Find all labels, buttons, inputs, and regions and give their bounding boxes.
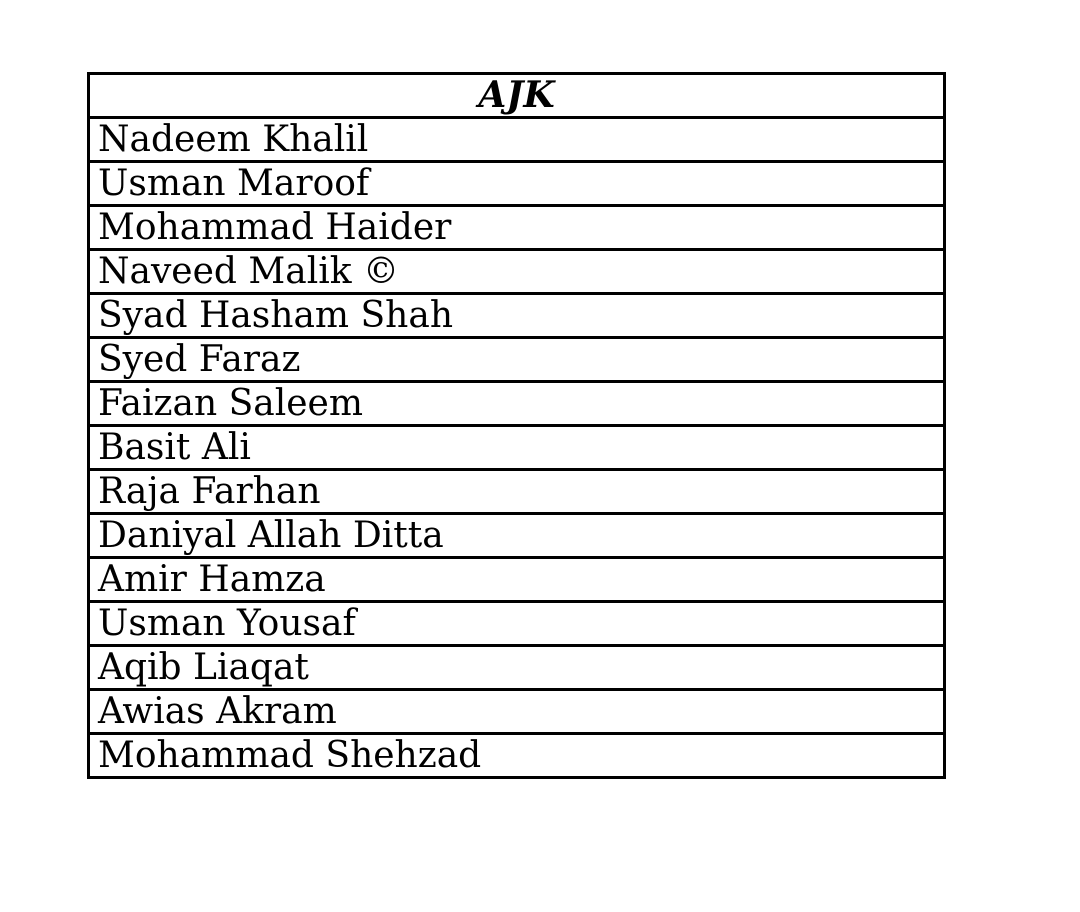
player-name-cell: Syed Faraz: [89, 338, 945, 382]
player-name-cell: Amir Hamza: [89, 558, 945, 602]
table-row: [89, 514, 945, 558]
table-row: [89, 602, 945, 646]
table-row: [89, 734, 945, 778]
team-roster-body: [89, 74, 945, 778]
player-name-cell: Naveed Malik ©: [89, 250, 945, 294]
player-name-cell: Nadeem Khalil: [89, 118, 945, 162]
player-name-cell: Syad Hasham Shah: [89, 294, 945, 338]
table-row: [89, 382, 945, 426]
team-roster-table: [87, 72, 946, 779]
table-row: [89, 162, 945, 206]
player-name-cell: Awias Akram: [89, 690, 945, 734]
table-header-row: [89, 74, 945, 118]
player-name-cell: Daniyal Allah Ditta: [89, 514, 945, 558]
table-row: [89, 294, 945, 338]
player-name-cell: Usman Yousaf: [89, 602, 945, 646]
table-row: [89, 646, 945, 690]
player-name-cell: Mohammad Haider: [89, 206, 945, 250]
table-row: [89, 206, 945, 250]
table-row: [89, 690, 945, 734]
table-row: [89, 250, 945, 294]
table-row: [89, 470, 945, 514]
player-name-cell: Raja Farhan: [89, 470, 945, 514]
table-row: [89, 426, 945, 470]
table-row: [89, 338, 945, 382]
player-name-cell: Aqib Liaqat: [89, 646, 945, 690]
table-row: [89, 118, 945, 162]
player-name-cell: Usman Maroof: [89, 162, 945, 206]
player-name-cell: Basit Ali: [89, 426, 945, 470]
team-name-header: AJK: [89, 74, 945, 118]
player-name-cell: Mohammad Shehzad: [89, 734, 945, 778]
table-row: [89, 558, 945, 602]
player-name-cell: Faizan Saleem: [89, 382, 945, 426]
